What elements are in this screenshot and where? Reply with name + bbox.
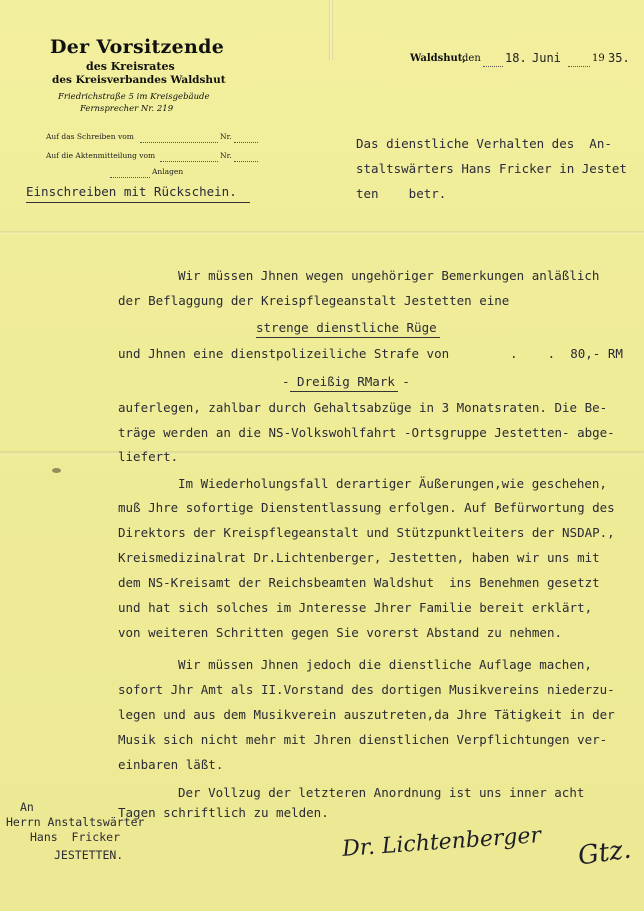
date-century: 19 [592,53,605,64]
send-mode: Einschreiben mit Rückschein. [26,184,237,199]
body-p2-line-5: dem NS-Kreisamt der Reichsbeamten Waldshut ins Benehmen gesetzt [118,575,600,590]
date-month: Juni [532,51,561,65]
body-p1-line-7: träge werden an die NS-Volkswohlfahrt -Ortsgruppe Jestetten- abge- [118,425,615,440]
signature-initials: Gtz. [576,834,634,872]
letterhead-address: Friedrichstraße 5 im Kreisgebäude [58,92,210,102]
letterhead-title: Der Vorsitzende [50,36,225,58]
ref-files-nr-line [234,161,258,162]
ref-letter-label: Auf das Schreiben vom [46,132,134,141]
stain [52,468,61,473]
subject-line-2: staltswärters Hans Fricker in Jestet [356,161,627,176]
send-mode-underline [26,202,250,203]
ref-enclosures-line [110,177,150,178]
ref-enclosures-label: Anlagen [152,167,184,176]
body-p4-line-1: Der Vollzug der letzteren Anordnung ist uns inner acht [178,785,585,800]
subject-line-1: Das dienstliche Verhalten des An- [356,136,612,151]
recipient-line-3: Hans Fricker [30,830,121,844]
body-p1-line-8: liefert. [118,449,179,464]
fold-line-middle [0,451,644,455]
body-p3-line-4: Musik sich nicht mehr mit Jhren dienstlichen Verpflichtungen ver- [118,732,608,747]
ref-files-nr: Nr. [220,151,232,160]
subject-line-3: ten betr. [356,186,447,201]
body-p2-line-3: Direktors der Kreispflegeanstalt und Stützpunktleiters der NSDAP., [118,525,615,540]
body-p3-line-5: einbaren läßt. [118,757,224,772]
fine-words-underline [290,391,398,392]
ref-letter-line [140,142,218,143]
date-day: 18. [505,51,527,65]
body-p1-line-6: auferlegen, zahlbar durch Gehaltsabzüge in 3 Monatsraten. Die Be- [118,400,608,415]
body-p1-line-5: - Dreißig RMark - [282,374,410,389]
recipient-line-1: An [20,800,34,814]
body-p2-line-6: und hat sich solches im Jnteresse Jhrer Familie bereit erklärt, [118,600,593,615]
letterhead-organization: des Kreisverbandes Waldshut [52,74,226,86]
body-p2-line-2: muß Jhre sofortige Dienstentlassung erfolgen. Auf Befürwortung des [118,500,615,515]
body-p1-line-2: der Beflaggung der Kreispflegeanstalt Jestetten eine [118,293,510,308]
recipient-line-2: Herrn Anstaltswärter [6,815,145,829]
reprimand-underline [256,337,440,338]
fine-amount: . . 80,- RM [510,346,623,361]
date-dotline-1 [483,66,503,67]
body-p4-line-2: Tagen schriftlich zu melden. [118,805,329,820]
letterhead-subtitle: des Kreisrates [86,60,175,73]
tear-mark [329,0,333,60]
body-p3-line-3: legen und aus dem Musikverein auszutreten,da Jhre Tätigkeit in der [118,707,615,722]
ref-files-line [160,161,218,162]
recipient-line-4: JESTETTEN. [54,848,124,862]
body-p1-line-3: strenge dienstliche Rüge [256,320,437,335]
date-den: den [462,53,481,64]
ref-letter-nr-line [234,142,258,143]
body-p1-line-4: und Jhnen eine dienstpolizeiliche Strafe von [118,346,450,361]
date-place: Waldshut, [410,53,466,64]
date-dotline-2 [568,66,590,67]
body-p3-line-2: sofort Jhr Amt als II.Vorstand des dortigen Musikvereins niederzu- [118,682,615,697]
ref-files-label: Auf die Aktenmitteilung vom [46,151,156,160]
date-year: 35. [608,51,630,65]
ref-letter-nr: Nr. [220,132,232,141]
body-p2-line-1: Im Wiederholungsfall derartiger Äußerungen,wie geschehen, [178,476,607,491]
fold-line-top [0,231,644,234]
body-p1-line-1: Wir müssen Jhnen wegen ungehöriger Bemerkungen anläßlich [178,268,600,283]
letterhead-phone: Fernsprecher Nr. 219 [80,104,174,114]
body-p3-line-1: Wir müssen Jhnen jedoch die dienstliche Auflage machen, [178,657,592,672]
signature-handwritten: Dr. Lichtenberger [341,823,542,862]
body-p2-line-7: von weiteren Schritten gegen Sie vorerst Abstand zu nehmen. [118,625,563,640]
body-p2-line-4: Kreismedizinalrat Dr.Lichtenberger, Jestetten, haben wir uns mit [118,550,600,565]
